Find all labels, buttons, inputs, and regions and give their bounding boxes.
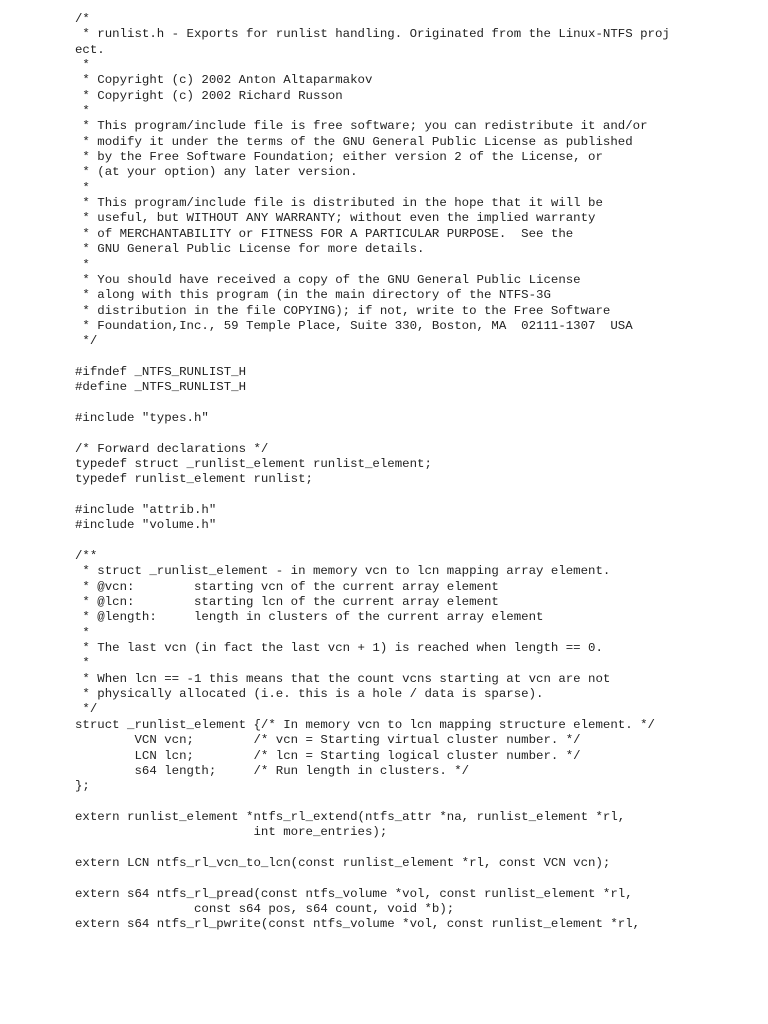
code-line: * distribution in the file COPYING); if not, write to the Free Software: [75, 303, 611, 318]
code-line: * physically allocated (i.e. this is a hole / data is sparse).: [75, 687, 544, 702]
code-line: #include "attrib.h": [75, 503, 217, 517]
code-line: [75, 871, 670, 886]
code-line: * along with this program (in the main directory of the NTFS-3G: [75, 288, 551, 303]
code-line: #define _NTFS_RUNLIST_H: [75, 380, 247, 395]
code-line: * by the Free Software Foundation; either version 2 of the License, or: [75, 150, 603, 165]
code-line: * Copyright (c) 2002 Richard Russon: [75, 88, 343, 103]
code-line: *: [75, 656, 90, 671]
code-line: */: [75, 334, 98, 349]
code-line: * runlist.h - Exports for runlist handling. Originated from the Linux-NTFS proj: [75, 27, 670, 42]
code-line: *: [75, 104, 90, 119]
code-line: /*: [75, 12, 90, 26]
code-line: * You should have received a copy of the GNU General Public License: [75, 272, 581, 287]
code-line: * This program/include file is distributed in the hope that it will be: [75, 196, 603, 211]
code-line: extern LCN ntfs_rl_vcn_to_lcn(const runlist_element *rl, const VCN vcn);: [75, 855, 611, 870]
code-line: #include "types.h": [75, 410, 209, 425]
code-line: s64 length; /* Run length in clusters. */: [75, 763, 470, 778]
code-line: [75, 396, 670, 411]
code-line: ect.: [75, 42, 105, 57]
code-line: #include "volume.h": [75, 518, 217, 533]
code-line: [75, 795, 670, 810]
code-line: /* Forward declarations */: [75, 441, 269, 456]
code-line: typedef struct _runlist_element runlist_element;: [75, 456, 432, 471]
code-line: * @lcn: starting lcn of the current array element: [75, 595, 499, 610]
code-line: [75, 534, 670, 549]
code-line: * @length: length in clusters of the current array element: [75, 610, 544, 625]
code-line: * When lcn == -1 this means that the count vcns starting at vcn are not: [75, 671, 611, 686]
code-line: */: [75, 702, 98, 717]
code-line: extern s64 ntfs_rl_pread(const ntfs_volume *vol, const runlist_element *rl,: [75, 886, 633, 901]
code-line: extern runlist_element *ntfs_rl_extend(ntfs_attr *na, runlist_element *rl,: [75, 809, 626, 824]
code-line: * modify it under the terms of the GNU General Public License as published: [75, 134, 633, 149]
code-line: VCN vcn; /* vcn = Starting virtual cluster number. */: [75, 733, 581, 748]
code-line: [75, 841, 670, 856]
code-line: [75, 426, 670, 441]
code-line: };: [75, 779, 90, 794]
code-line: [75, 350, 670, 365]
code-line: * (at your option) any later version.: [75, 165, 358, 180]
code-line: int more_entries);: [75, 825, 388, 840]
code-line: *: [75, 180, 90, 195]
code-line: * struct _runlist_element - in memory vcn to lcn mapping array element.: [75, 564, 611, 579]
code-line: * The last vcn (in fact the last vcn + 1) is reached when length == 0.: [75, 641, 603, 656]
code-line: *: [75, 625, 90, 640]
code-line: LCN lcn; /* lcn = Starting logical cluster number. */: [75, 748, 581, 763]
code-line: * useful, but WITHOUT ANY WARRANTY; without even the implied warranty: [75, 211, 596, 226]
code-line: * @vcn: starting vcn of the current array element: [75, 579, 499, 594]
code-line: const s64 pos, s64 count, void *b);: [75, 901, 455, 916]
code-line: *: [75, 257, 90, 272]
source-code-listing: [75, 12, 670, 933]
code-line: * GNU General Public License for more details.: [75, 242, 425, 257]
code-line: [75, 488, 670, 503]
code-line: * Copyright (c) 2002 Anton Altaparmakov: [75, 73, 373, 88]
code-line: * This program/include file is free software; you can redistribute it and/or: [75, 119, 648, 134]
code-line: /**: [75, 549, 98, 564]
code-line: struct _runlist_element {/* In memory vcn to lcn mapping structure element. */: [75, 717, 655, 732]
code-line: * Foundation,Inc., 59 Temple Place, Suite 330, Boston, MA 02111-1307 USA: [75, 318, 633, 333]
code-line: *: [75, 58, 90, 73]
code-line: * of MERCHANTABILITY or FITNESS FOR A PARTICULAR PURPOSE. See the: [75, 226, 574, 241]
code-line: extern s64 ntfs_rl_pwrite(const ntfs_volume *vol, const runlist_element *rl,: [75, 917, 641, 932]
code-line: typedef runlist_element runlist;: [75, 472, 313, 487]
code-line: #ifndef _NTFS_RUNLIST_H: [75, 364, 247, 379]
